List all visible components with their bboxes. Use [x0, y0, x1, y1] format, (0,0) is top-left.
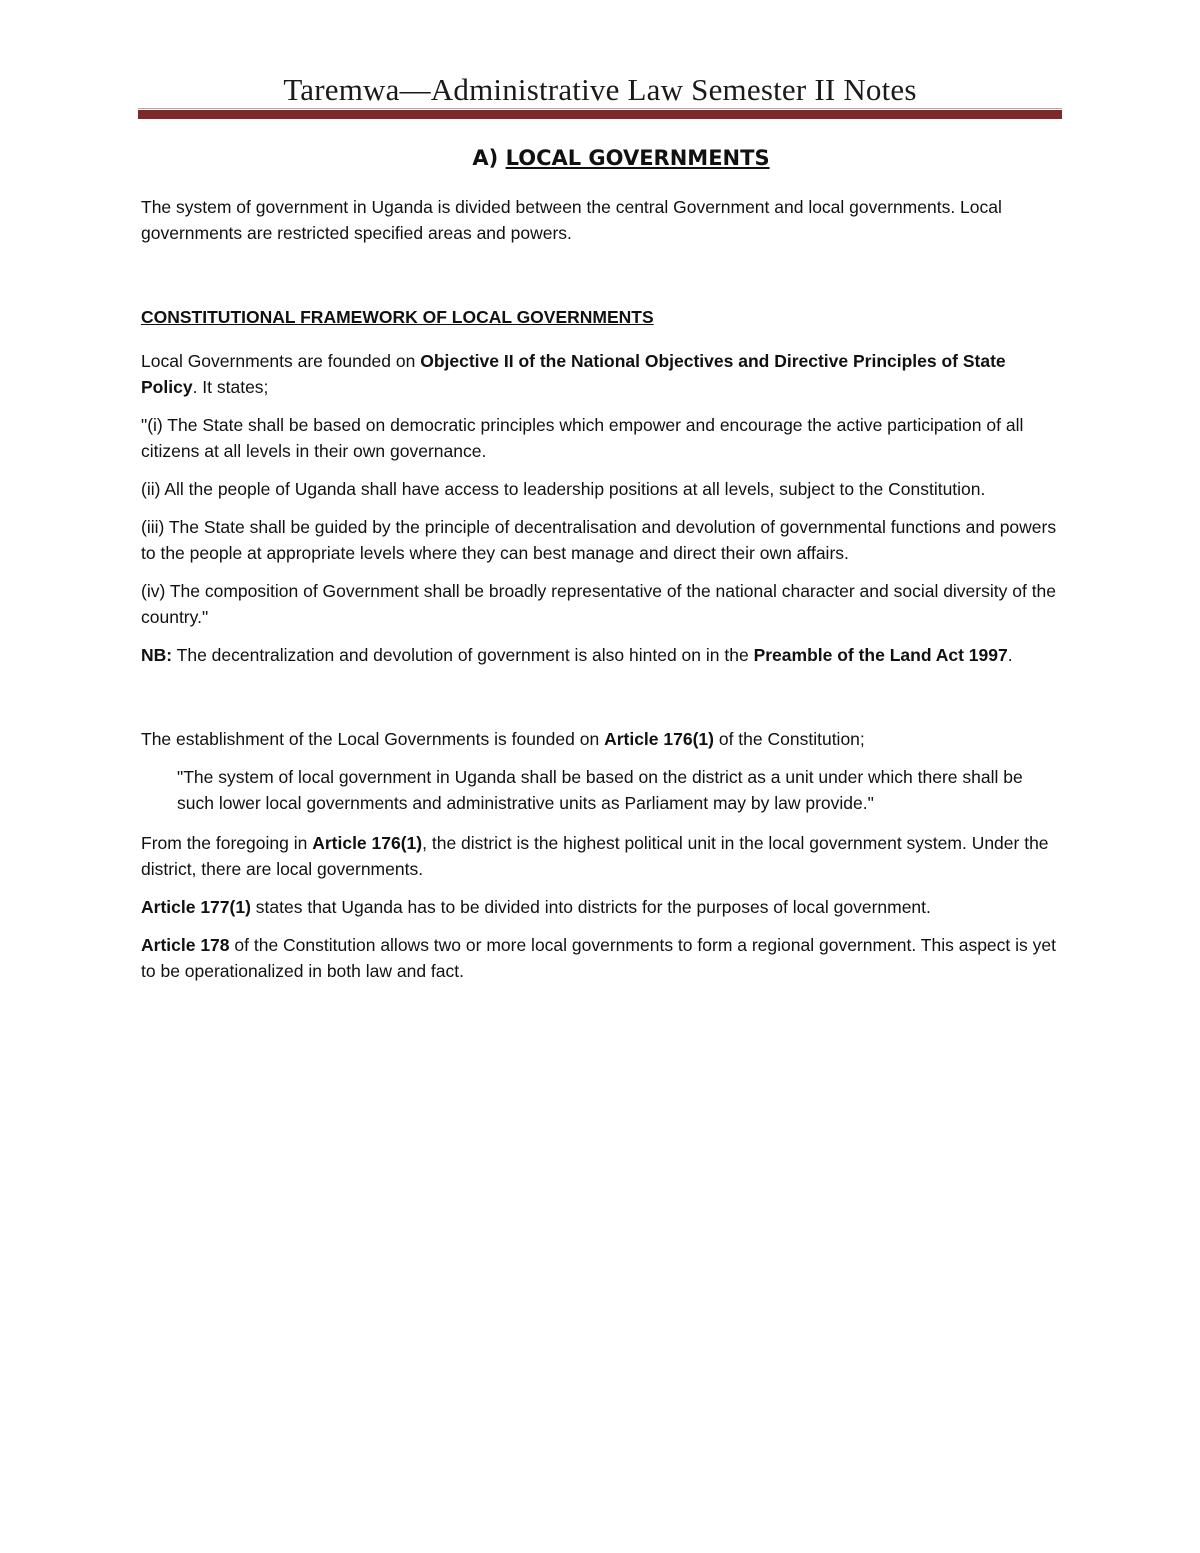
article-177-paragraph: [141, 894, 1061, 920]
nb-text-end: .: [1007, 645, 1013, 665]
article-177-reference: Article 177(1): [141, 897, 251, 917]
objective-ii: (ii) All the people of Uganda shall have access to leadership positions at all levels, subject to the Constitution.: [141, 479, 986, 499]
article-178-text: of the Constitution allows two or more local governments to form a regional government. This aspect is yet to be operationalized in both law and fact.: [141, 935, 1056, 981]
objective-i: "(i) The State shall be based on democratic principles which empower and encourage the active participation of all citizens at all levels in their own governance.: [141, 415, 1024, 461]
establishment-text: The establishment of the Local Governments is founded on: [141, 729, 605, 749]
article-176-reference: Article 176(1): [604, 729, 714, 749]
objective-iv: (iv) The composition of Government shall be broadly representative of the national character and social diversity of the country.": [141, 581, 1057, 627]
nb-label: NB:: [141, 645, 173, 665]
establishment-text-end: of the Constitution;: [713, 729, 865, 749]
establishment-paragraph: [141, 726, 1061, 752]
running-header: Taremwa—Administrative Law Semester II Notes: [283, 72, 917, 107]
foregoing-paragraph: [141, 830, 1061, 882]
nb-paragraph: [141, 642, 1061, 668]
foregoing-text-end: , the district is the highest political unit in the local government system. Under the district, there are local governments.: [141, 833, 1049, 879]
header-rule-highlight: [138, 108, 1062, 109]
article-176-reference-2: Article 176(1): [312, 833, 423, 853]
framework-text-end: . It states;: [192, 377, 269, 397]
objective-iii: (iii) The State shall be guided by the principle of decentralisation and devolution of governmental functions and powers to the people at appropriate levels where they can best manage and direct their own affairs.: [141, 517, 1057, 563]
framework-paragraph: [141, 348, 1061, 400]
document-body: [141, 146, 1061, 996]
framework-heading: CONSTITUTIONAL FRAMEWORK OF LOCAL GOVERNMENTS: [141, 307, 654, 327]
foregoing-text: From the foregoing in: [141, 833, 313, 853]
section-heading-title: LOCAL GOVERNMENTS: [505, 146, 770, 170]
section-heading-prefix: A): [472, 146, 506, 170]
framework-text: Local Governments are founded on: [141, 351, 421, 371]
article-178-reference: Article 178: [141, 935, 230, 955]
intro-paragraph: The system of government in Uganda is divided between the central Government and local governments. Local governments are restricted specified areas and powers.: [141, 197, 1002, 243]
section-heading: [141, 146, 1061, 170]
nb-text: The decentralization and devolution of government is also hinted on in the: [172, 645, 754, 665]
article-178-paragraph: [141, 932, 1061, 984]
header-rule: [138, 110, 1062, 119]
land-act-reference: Preamble of the Land Act 1997: [753, 645, 1008, 665]
article-177-text: states that Uganda has to be divided into districts for the purposes of local government.: [250, 897, 931, 917]
objective-reference: Objective II of the National Objectives and Directive Principles of State Policy: [141, 351, 1006, 397]
article-176-quote: "The system of local government in Uganda shall be based on the district as a unit under which there shall be such lower local governments and administrative units as Parliament may by law provide.": [177, 767, 1023, 813]
